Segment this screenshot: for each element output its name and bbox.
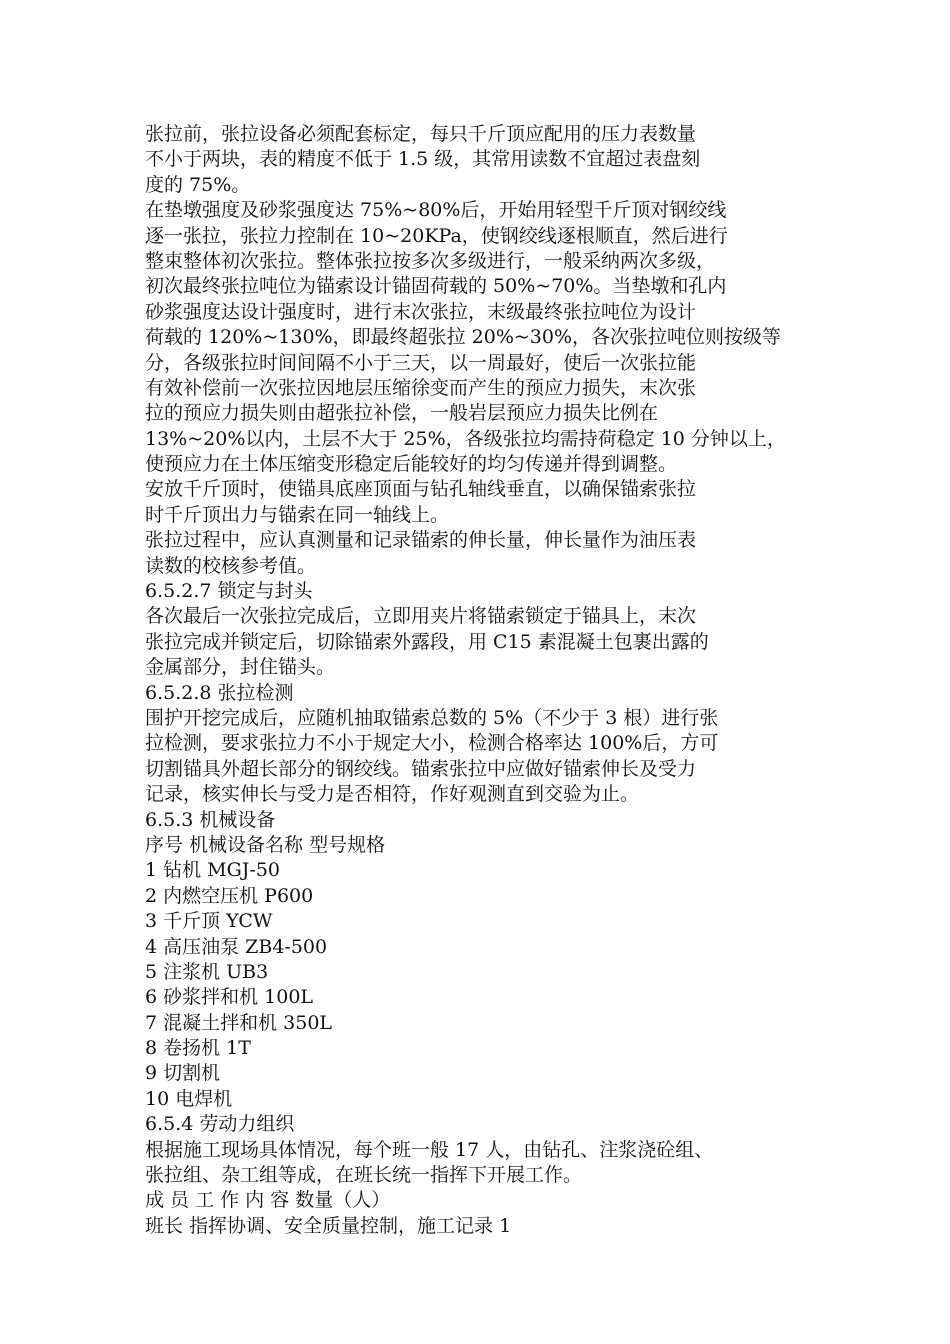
text-line: 张拉过程中，应认真测量和记录锚索的伸长量，伸长量作为油压表	[145, 529, 697, 552]
text-line: 13%~20%以内，土层不大于 25%，各级张拉均需持荷稳定 10 分钟以上，	[145, 427, 786, 450]
text-line: 荷载的 120%~130%，即最终超张拉 20%~30%，各次张拉吨位则按级等	[145, 326, 782, 349]
text-line: 张拉完成并锁定后，切除锚索外露段，用 C15 素混凝土包裹出露的	[145, 630, 709, 653]
text-line: 整束整体初次张拉。整体张拉按多次多级进行，一般采纳两次多级，	[145, 249, 716, 272]
text-line: 初次最终张拉吨位为锚索设计锚固荷载的 50%~70%。当垫墩和孔内	[145, 275, 727, 298]
text-line: 成 员 工 作 内 容 数量（人）	[145, 1189, 391, 1212]
text-line: 10 电焊机	[145, 1087, 233, 1110]
text-line: 根据施工现场具体情况，每个班一般 17 人，由钻孔、注浆浇砼组、	[145, 1138, 714, 1161]
text-line: 金属部分，封住锚头。	[145, 656, 336, 679]
text-line: 6.5.2.8 张拉检测	[145, 681, 294, 704]
text-line: 张拉组、杂工组等成，在班长统一指挥下开展工作。	[145, 1164, 583, 1187]
text-line: 班长 指挥协调、安全质量控制，施工记录 1	[145, 1214, 512, 1237]
text-line: 读数的校核参考值。	[145, 554, 317, 577]
text-line: 时千斤顶出力与锚索在同一轴线上。	[145, 503, 450, 526]
text-line: 度的 75%。	[145, 173, 251, 196]
text-line: 8 卷扬机 1T	[145, 1037, 251, 1060]
text-line: 3 千斤顶 YCW	[145, 910, 273, 933]
text-line: 6 砂浆拌和机 100L	[145, 986, 314, 1009]
text-line: 使预应力在土体压缩变形稳定后能较好的均匀传递并得到调整。	[145, 453, 678, 476]
text-line: 切割锚具外超长部分的钢绞线。锚索张拉中应做好锚索伸长及受力	[145, 757, 697, 780]
text-line: 张拉前，张拉设备必须配套标定，每只千斤顶应配用的压力表数量	[145, 123, 697, 145]
text-line: 6.5.2.7 锁定与封头	[145, 580, 313, 603]
text-line: 5 注浆机 UB3	[145, 960, 269, 983]
text-line: 6.5.3 机械设备	[145, 808, 276, 831]
text-line: 在垫墩强度及砂浆强度达 75%~80%后，开始用轻型千斤顶对钢绞线	[145, 199, 727, 222]
text-line: 围护开挖完成后，应随机抽取锚索总数的 5%（不少于 3 根）进行张	[145, 706, 719, 729]
text-line: 2 内燃空压机 P600	[145, 884, 314, 907]
text-line: 9 切割机	[145, 1062, 221, 1085]
text-line: 4 高压油泵 ZB4-500	[145, 935, 328, 958]
text-line: 序号 机械设备名称 型号规格	[145, 833, 386, 856]
text-line: 砂浆强度达设计强度时，进行末次张拉，末级最终张拉吨位为设计	[145, 300, 697, 323]
text-line: 7 混凝土拌和机 350L	[145, 1011, 333, 1034]
text-line: 6.5.4 劳动力组织	[145, 1113, 295, 1136]
text-line: 1 钻机 MGJ-50	[145, 859, 281, 882]
text-line: 安放千斤顶时，使锚具底座顶面与钻孔轴线垂直，以确保锚索张拉	[145, 478, 697, 501]
text-line: 逐一张拉，张拉力控制在 10~20KPa，使钢绞线逐根顺直，然后进行	[145, 224, 728, 247]
text-line: 拉检测，要求张拉力不小于规定大小，检测合格率达 100%后，方可	[145, 732, 719, 755]
document-body	[145, 122, 835, 1239]
text-line: 记录，核实伸长与受力是否相符，作好观测直到交验为止。	[145, 783, 640, 806]
text-line: 分，各级张拉时间间隔不小于三天，以一周最好，使后一次张拉能	[145, 351, 697, 374]
text-line: 不小于两块，表的精度不低于 1.5 级，其常用读数不宜超过表盘刻	[145, 148, 701, 171]
text-line: 拉的预应力损失则由超张拉补偿，一般岩层预应力损失比例在	[145, 402, 659, 425]
text-line: 各次最后一次张拉完成后，立即用夹片将锚索锁定于锚具上，末次	[145, 605, 697, 628]
text-line: 有效补偿前一次张拉因地层压缩徐变而产生的预应力损失，末次张	[145, 376, 697, 399]
